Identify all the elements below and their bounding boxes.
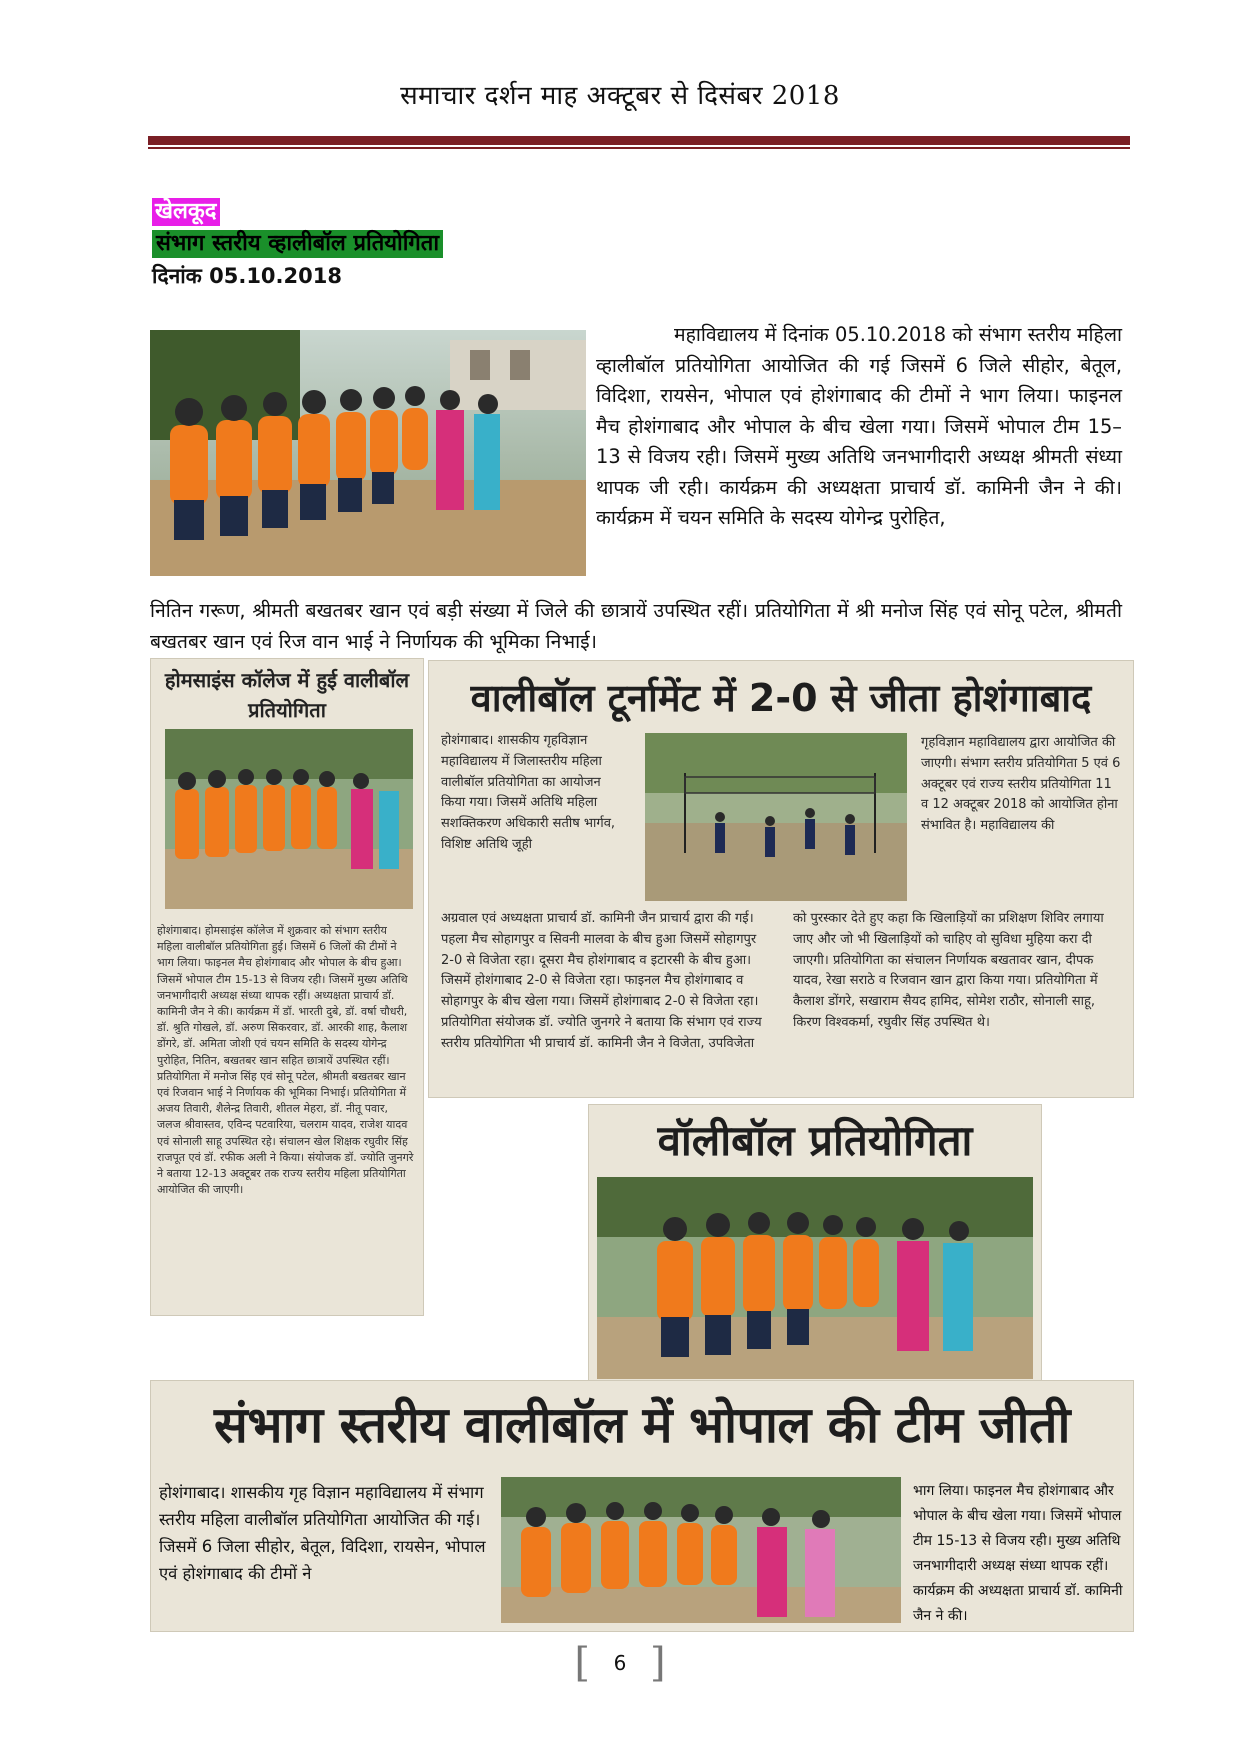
report-paragraph-1: [596, 320, 1122, 534]
report-paragraph-1-text: महाविद्यालय में दिनांक 05.10.2018 को संभाग स्तरीय महिला व्हालीबॉल प्रतियोगिता आयोजित की गई जिसमें 6 जिले सीहोर, बेतूल, विदिशा, रायसेन, भोपाल एवं होशंगाबाद की टीमों ने भाग लिया। फाइनल मैच होशंगाबाद और भोपाल के बीच खेला गया। जिसमें भोपाल टीम 15–13 से विजय रही। जिसमें मुख्य अतिथि जनभागीदारी अध्यक्ष श्रीमती संध्या थापक जी रही। कार्यक्रम की अध्यक्षता प्राचार्य डॉ. कामिनी जैन ने की। कार्यक्रम में चयन समिति के सदस्य योगेन्द्र पुरोहित,: [596, 323, 1122, 529]
clipping-2-photo: [645, 733, 907, 901]
clipping-2-left-column: होशंगाबाद। शासकीय गृहविज्ञान महाविद्यालय में जिलास्तरीय महिला वालीबॉल प्रतियोगिता का आयोजन किया गया। जिसमें अतिथि महिला सशक्तिकरण अधिकारी सतीष भार्गव, विशिष्ट अतिथि जूही: [441, 733, 616, 852]
page-number: [0, 1640, 1240, 1686]
header-divider: [148, 136, 1130, 145]
clipping-4-right-column: भाग लिया। फाइनल मैच होशंगाबाद और भोपाल के बीच खेला गया। जिसमें भोपाल टीम 15-13 से विजय रही। मुख्य अतिथि जनभागीदारी अध्यक्ष संध्या थापक रहीं। कार्यक्रम की अध्यक्षता प्राचार्य डॉ. कामिनी जैन ने की।: [913, 1483, 1123, 1624]
section-tag: खेलकूद: [152, 198, 220, 226]
report-paragraph-2: नितिन गरूण, श्रीमती बखतबर खान एवं बड़ी संख्या में जिले की छात्रायें उपस्थित रहीं। प्रतियोगिता में श्री मनोज सिंह एवं सोनू पटेल, श्रीमती बखतबर खान एवं रिज वान भाई ने निर्णायक की भूमिका निभाई।: [150, 599, 1122, 653]
clipping-4-photo: [501, 1477, 901, 1623]
news-clipping-2: [428, 660, 1134, 1098]
clipping-4-left-column: होशंगाबाद। शासकीय गृह विज्ञान महाविद्यालय में संभाग स्तरीय महिला वालीबॉल प्रतियोगिता आयोजित की गई। जिसमें 6 जिला सीहोर, बेतूल, विदिशा, रायसेन, भोपाल एवं होशंगाबाद की टीमों ने: [159, 1483, 486, 1583]
clipping-1-body: होशंगाबाद। होमसाइंस कॉलेज में शुक्रवार को संभाग स्तरीय महिला वालीबॉल प्रतियोगिता हुई। जिसमें 6 जिलों की टीमों ने भाग लिया। फाइनल मैच होशंगाबाद और भोपाल के बीच हुआ। जिसमें भोपाल टीम 15-13 से विजय रही। जिसमें मुख्य अतिथि जनभागीदारी अध्यक्ष संध्या थापक रहीं। अध्यक्षता प्राचार्य डॉ. कामिनी जैन ने की। कार्यक्रम में डॉ. भारती दुबे, डॉ. वर्षा चौधरी, डॉ. श्रुति गोखले, डॉ. अरुण सिकरवार, डॉ. आरकी शाह, कैलाश डोंगरे, डॉ. अमिता जोशी एवं चयन समिति के सदस्य योगेन्द्र पुरोहित, नितिन, बखतबर खान सहित छात्रायें उपस्थित रहीं। प्रतियोगिता में मनोज सिंह एवं सोनू पटेल, श्रीमती बखतबर खान एवं रिजवान भाई ने निर्णायक की भूमिका निभाई। प्रतियोगिता में अजय तिवारी, शैलेन्द्र तिवारी, शीतल मेहरा, डॉ. नीतू पवार, जलज श्रीवास्तव, एविन्द पटवारिया, चलराम यादव, राजेश यादव एवं सोनाली साहू उपस्थित रहे। संचालन खेल शिक्षक रघुवीर सिंह राजपूत एवं डॉ. रफीक अली ने किया। संयोजक डॉ. ज्योति जुनगरे ने बताया 12-13 अक्टूबर तक राज्य स्तरीय महिला प्रतियोगिता आयोजित की जाएगी।: [157, 924, 414, 1197]
page-number-right-bracket-icon: ]: [650, 1640, 666, 1686]
page-header-title: समाचार दर्शन माह अक्टूबर से दिसंबर 2018: [400, 81, 840, 111]
event-title: संभाग स्तरीय व्हालीबॉल प्रतियोगिता: [152, 230, 443, 258]
clipping-4-headline: संभाग स्तरीय वालीबॉल में भोपाल की टीम जीती: [214, 1396, 1070, 1454]
clipping-2-right-column: गृहविज्ञान महाविद्यालय द्वारा आयोजित की जाएगी। संभाग स्तरीय प्रतियोगिता 5 एवं 6 अक्टूबर एवं राज्य स्तरीय प्रतियोगिता 11 व 12 अक्टूबर 2018 को आयोजित होना संभावित है। महाविद्यालय की: [921, 735, 1121, 834]
page-number-left-bracket-icon: [: [574, 1640, 590, 1686]
news-clipping-4: [150, 1380, 1134, 1632]
clipping-1-photo: [165, 729, 413, 909]
page-number-value: 6: [613, 1651, 627, 1675]
event-photo: [150, 330, 586, 576]
news-clipping-1: [150, 658, 424, 1316]
clipping-2-headline: वालीबॉल टूर्नामेंट में 2-0 से जीता होशंगाबाद: [470, 676, 1092, 720]
news-clipping-3: [588, 1104, 1042, 1388]
clipping-1-headline: होमसाइंस कॉलेज में हुई वालीबॉल प्रतियोगिता: [164, 668, 410, 722]
clipping-2-bottom-text: अग्रवाल एवं अध्यक्षता प्राचार्य डॉ. कामिनी जैन प्राचार्य द्वारा की गई। पहला मैच सोहागपुर व सिवनी मालवा के बीच हुआ जिसमें सोहागपुर 2-0 से विजेता रहा। दूसरा मैच होशंगाबाद व इटारसी के बीच हुआ। जिसमें होशंगाबाद 2-0 से विजेता रहा। फाइनल मैच होशंगाबाद व सोहागपुर के बीच खेला गया। जिसमें होशंगाबाद 2-0 से विजेता रहा। प्रतियोगिता संयोजक डॉ. ज्योति जुनगरे ने बताया कि संभाग एवं राज्य स्तरीय प्रतियोगिता भी प्राचार्य डॉ. कामिनी जैन ने विजेता, उपविजेता को पुरस्कार देते हुए कहा कि खिलाड़ियों का प्रशिक्षण शिविर लगाया जाए और जो भी खिलाड़ियों को चाहिए वो सुविधा मुहिया करा दी जाएगी। प्रतियोगिता का संचालन निर्णायक बखतावर खान, दीपक यादव, रेखा सराठे व रिजवान खान द्वारा किया गया। प्रतियोगिता में कैलाश डोंगरे, सखाराम सैयद हामिद, सोमेश राठौर, सोनाली साहू, किरण विश्वकर्मा, रघुवीर सिंह उपस्थित थे।: [441, 911, 1104, 1051]
clipping-3-headline: वॉलीबॉल प्रतियोगिता: [657, 1116, 973, 1165]
header-divider-thin: [148, 147, 1130, 149]
clipping-3-photo: [597, 1177, 1033, 1379]
event-date: दिनांक 05.10.2018: [152, 264, 342, 288]
